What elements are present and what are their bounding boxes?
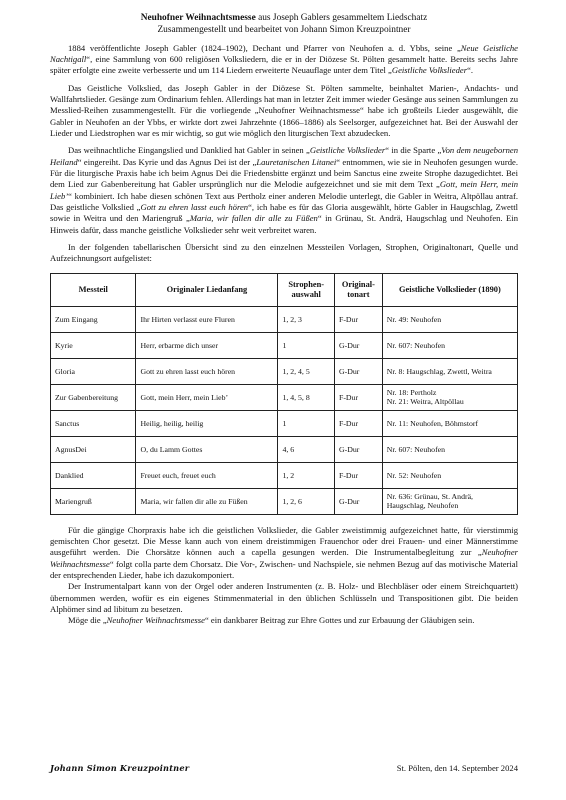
cell-messteil: Danklied: [51, 462, 136, 488]
cell-tonart: G-Dur: [334, 436, 382, 462]
cell-strophen: 1, 4, 5, 8: [278, 384, 335, 410]
header-messteil: Messteil: [51, 273, 136, 306]
cell-messteil: Sanctus: [51, 410, 136, 436]
closing-section: [50, 525, 518, 627]
header-tonart: Original-tonart: [334, 273, 382, 306]
cell-strophen: 1: [278, 410, 335, 436]
cell-strophen: 1: [278, 332, 335, 358]
cell-quelle: Nr. 636: Grünau, St. Andrä, Haugschlag, Neuhofen: [382, 488, 517, 514]
table-row: [51, 410, 518, 436]
cell-messteil: Mariengruß: [51, 488, 136, 514]
cell-strophen: 1, 2, 4, 5: [278, 358, 335, 384]
cell-tonart: F-Dur: [334, 384, 382, 410]
cell-liedanfang: Heilig, heilig, heilig: [136, 410, 278, 436]
cell-tonart: F-Dur: [334, 462, 382, 488]
place-and-date: St. Pölten, den 14. September 2024: [396, 763, 518, 773]
cell-strophen: 1, 2: [278, 462, 335, 488]
cell-messteil: Zur Gabenbereitung: [51, 384, 136, 410]
title-line-1: [50, 13, 518, 25]
table-row: [51, 306, 518, 332]
header-strophen: Strophen-auswahl: [278, 273, 335, 306]
cell-liedanfang: Ihr Hirten verlasst eure Fluren: [136, 306, 278, 332]
outro-paragraph-1: Für die gängige Chorpraxis habe ich die geistlichen Volkslieder, die Gabler zweistimmig aufgezeichnet hatte, für vierstimmig gemischten Chor gesetzt. Die Messe kann auch von einem dreistimmigen Frauenchor oder drei Frauen- und einer Männerstimme ausgeführt werden. Die Chorsätze können auch a capella gesungen werden. Die Instrumentalbegleitung zur „Neuhofner Weihnachtsmesse“ folgt colla parte dem Chorsatz. Die Vor-, Zwischen- und Nachspiele, sie nehmen Bezug auf das motivische Material der entsprechenden Lieder, habe ich dazukomponiert.: [50, 524, 518, 581]
table-row: [51, 488, 518, 514]
cell-quelle: Nr. 49: Neuhofen: [382, 306, 517, 332]
title-mass-name: Neuhofner Weihnachtsmesse: [140, 13, 256, 23]
cell-messteil: Zum Eingang: [51, 306, 136, 332]
cell-quelle: Nr. 11: Neuhofen, Böhmstorf: [382, 410, 517, 436]
outro-paragraph-2: Der Instrumentalpart kann von der Orgel oder anderen Instrumenten (z. B. Holz- und Blechbläser oder einem Streichquartett) übernommen werden, wofür es ein eigenes Stimmenmaterial in den üblichen Schlüsseln und Transpositionen gibt. Die beiden Alphömer sind ad libitum zu besetzen.: [50, 581, 518, 615]
cell-liedanfang: Herr, erbarme dich unser: [136, 332, 278, 358]
cell-strophen: 1, 2, 3: [278, 306, 335, 332]
title-subtitle: aus Joseph Gablers gesammeltem Liedschatz: [255, 13, 428, 23]
cell-liedanfang: Gott, mein Herr, mein Lieb’: [136, 384, 278, 410]
cell-quelle: Nr. 52: Neuhofen: [382, 462, 517, 488]
table-row: [51, 462, 518, 488]
table-row: [51, 358, 518, 384]
header-liedanfang: Originaler Liedanfang: [136, 273, 278, 306]
intro-paragraph-4: In der folgenden tabellarischen Übersicht sind zu den einzelnen Messteilen Vorlagen, Strophen, Originaltonart, Quelle und Aufzeichnungsort aufgelistet:: [50, 242, 518, 264]
cell-liedanfang: O, du Lamm Gottes: [136, 436, 278, 462]
title-line-2: Zusammengestellt und bearbeitet von Johann Simon Kreuzpointner: [157, 24, 411, 35]
author-signature: Johann Simon Kreuzpointner: [50, 763, 190, 773]
intro-paragraph-2: Das Geistliche Volkslied, das Joseph Gabler in der Diözese St. Pölten sammelte, beinhaltet Marien-, Andachts- und Wallfahrtslieder. Gesänge zum Ordinarium fehlen. Allerdings hat man in letzter Zeit immer wieder Gesänge aus seinen Sammlungen zu Messlied-Reihen zusammengestellt. Für die vorliegende „Neuhofner Weihnachtsmesse“ habe ich großteils Lieder ausgewählt, die Gabler in Neuhofen an der Ybbs, er wirkte dort zwei Jahrzehnte (1866–1886) als Seelsorger, aufgezeichnet hat. Bei der Auswahl der Lieder und Liedstrophen war es mir wichtig, so gut wie möglich den liturgischen Text abzudecken.: [50, 82, 518, 138]
outro-paragraph-3: Möge die „Neuhofner Weihnachtsmesse“ ein dankbarer Beitrag zur Ehre Gottes und zur Erbauung der Gläubigen sein.: [68, 615, 475, 626]
table-row: [51, 384, 518, 410]
cell-quelle: Nr. 607: Neuhofen: [382, 436, 517, 462]
cell-messteil: Gloria: [51, 358, 136, 384]
table-header-row: [51, 273, 518, 306]
cell-messteil: AgnusDei: [51, 436, 136, 462]
cell-strophen: 1, 2, 6: [278, 488, 335, 514]
cell-quelle: Nr. 18: Pertholz Nr. 21: Weitra, Altpöllau: [382, 384, 517, 410]
cell-quelle: Nr. 607: Neuhofen: [382, 332, 517, 358]
table-row: [51, 332, 518, 358]
document-page: [50, 13, 518, 627]
header-quelle: Geistliche Volkslieder (1890): [382, 273, 517, 306]
cell-tonart: F-Dur: [334, 306, 382, 332]
cell-liedanfang: Gott zu ehren lasst euch hören: [136, 358, 278, 384]
cell-tonart: G-Dur: [334, 488, 382, 514]
cell-tonart: G-Dur: [334, 332, 382, 358]
cell-strophen: 4, 6: [278, 436, 335, 462]
table-row: [51, 436, 518, 462]
document-title: [50, 13, 518, 37]
cell-quelle: Nr. 8: Haugschlag, Zwettl, Weitra: [382, 358, 517, 384]
intro-paragraph-1: 1884 veröffentlichte Joseph Gabler (1824–1902), Dechant und Pfarrer von Neuhofen a. d. Ybbs, seine „Neue Geistliche Nachtigall“, eine Sammlung von 600 religiösen Volksliedern, die er in der Diözese St. Pölten gesammelt hatte. Bereits sechs Jahre später erfolgte eine zweite verbesserte und um 114 Liedern erweiterte Neuauflage unter dem Titel „Geistliche Volkslieder“.: [50, 42, 518, 76]
cell-tonart: F-Dur: [334, 410, 382, 436]
overview-table: [50, 273, 518, 515]
intro-paragraph-3: Das weihnachtliche Eingangslied und Danklied hat Gabler in seinen „Geistliche Volkslieder“ in die Sparte „Von dem neugebornen Heiland“ eingereiht. Das Kyrie und das Agnus Dei ist der „Lauretanischen Litanei“ entnommen, wie sie in Neuhofen gesungen wurde. Für die liturgische Praxis habe ich beim Agnus Dei die Friedensbitte ergänzt und beim Sanctus eine zweite Strophe dazugedichtet. Bei dem Lied zur Gabenbereitung hat Gabler ursprünglich nur die Melodie aufgezeichnet und sie mit dem Text „Gott, mein Herr, mein Lieb’“ kombiniert. Ich habe diesen schönen Text aus Pertholz einer anderen Melodie unterlegt, die Gabler in Weitra, Altpöllau antraf. Das geistliche Volkslied „Gott zu ehren lasst euch hören“, ich habe es für das Gloria ausgewählt, hörte Gabler in Haugschlag, Zwettl sowie in Weitra und den Mariengruß „Maria, wir fallen dir alle zu Füßen“ in Grünau, St. Andrä, Haugschlag und Neuhofen. Ein Hinweis dafür, dass manche geistliche Volkslieder sehr weit verbreitet waren.: [50, 145, 518, 235]
cell-liedanfang: Maria, wir fallen dir alle zu Füßen: [136, 488, 278, 514]
cell-liedanfang: Freuet euch, freuet euch: [136, 462, 278, 488]
cell-messteil: Kyrie: [51, 332, 136, 358]
cell-tonart: G-Dur: [334, 358, 382, 384]
